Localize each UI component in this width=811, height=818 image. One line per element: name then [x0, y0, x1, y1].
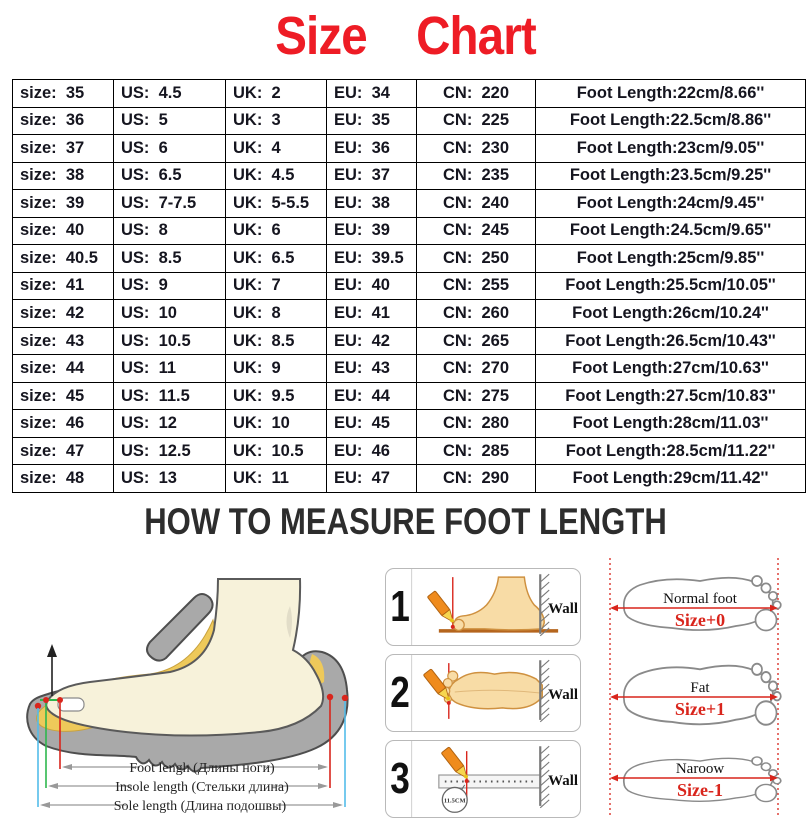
step-3-illustration	[415, 741, 580, 814]
foot-type-size: Size+1	[674, 699, 726, 719]
cell-us: US: 6	[114, 135, 226, 163]
cell-us: US: 12.5	[114, 437, 226, 465]
cell-uk: UK: 8.5	[226, 327, 327, 355]
cell-size: size: 46	[13, 410, 114, 438]
cell-us: US: 8.5	[114, 245, 226, 273]
cell-cn: CN: 270	[417, 355, 536, 383]
table-row	[13, 382, 806, 410]
cell-us: US: 12	[114, 410, 226, 438]
cell-size: size: 40.5	[13, 245, 114, 273]
sole-length-label: Sole length (Длина подошвы)	[113, 799, 287, 814]
cell-eu: EU: 43	[327, 355, 417, 383]
cell-uk: UK: 10.5	[226, 437, 327, 465]
cell-us: US: 4.5	[114, 80, 226, 108]
wall-label: Wall	[548, 600, 578, 617]
page-title: Size Chart	[275, 6, 536, 66]
cell-uk: UK: 4	[226, 135, 327, 163]
cell-foot_length: Foot Length:22.5cm/8.86''	[536, 107, 806, 135]
wall-label: Wall	[548, 772, 578, 789]
cell-cn: CN: 220	[417, 80, 536, 108]
measure-heading: HOW TO MEASURE FOOT LENGTH	[144, 501, 667, 542]
mark-dot	[465, 779, 469, 783]
cell-us: US: 9	[114, 272, 226, 300]
cell-eu: EU: 39.5	[327, 245, 417, 273]
cell-size: size: 47	[13, 437, 114, 465]
cell-uk: UK: 3	[226, 107, 327, 135]
measure-steps	[385, 568, 581, 818]
cell-uk: UK: 6.5	[226, 245, 327, 273]
cell-cn: CN: 245	[417, 217, 536, 245]
cell-cn: CN: 285	[417, 437, 536, 465]
table-row	[13, 327, 806, 355]
table-row	[13, 355, 806, 383]
cell-eu: EU: 44	[327, 382, 417, 410]
cell-size: size: 42	[13, 300, 114, 328]
cell-eu: EU: 38	[327, 190, 417, 218]
cell-foot_length: Foot Length:26cm/10.24''	[536, 300, 806, 328]
foot-side-shape	[455, 577, 544, 630]
table-row	[13, 162, 806, 190]
cell-us: US: 5	[114, 107, 226, 135]
cell-us: US: 11.5	[114, 382, 226, 410]
cell-cn: CN: 240	[417, 190, 536, 218]
mark-dot	[447, 701, 451, 705]
cell-size: size: 48	[13, 465, 114, 493]
cell-eu: EU: 47	[327, 465, 417, 493]
measure-step-3	[385, 740, 581, 818]
foot-type-name: Fat	[690, 680, 710, 696]
cell-eu: EU: 40	[327, 272, 417, 300]
measure-step-1	[385, 568, 581, 646]
cell-cn: CN: 265	[417, 327, 536, 355]
cell-size: size: 37	[13, 135, 114, 163]
cell-cn: CN: 260	[417, 300, 536, 328]
step-1-illustration	[415, 569, 580, 642]
measure-step-2	[385, 654, 581, 732]
mark-dot	[451, 625, 455, 629]
table-row	[13, 300, 806, 328]
cell-uk: UK: 10	[226, 410, 327, 438]
table-row	[13, 465, 806, 493]
cell-size: size: 44	[13, 355, 114, 383]
table-row	[13, 437, 806, 465]
cell-us: US: 13	[114, 465, 226, 493]
cell-eu: EU: 42	[327, 327, 417, 355]
measure-illustrations	[0, 556, 811, 818]
shoe-cutaway-illustration	[0, 558, 380, 818]
cell-cn: CN: 230	[417, 135, 536, 163]
cell-us: US: 6.5	[114, 162, 226, 190]
step-number: 3	[389, 741, 412, 817]
cell-eu: EU: 36	[327, 135, 417, 163]
cell-cn: CN: 235	[417, 162, 536, 190]
cell-foot_length: Foot Length:23cm/9.05''	[536, 135, 806, 163]
foot-type-size: Size+0	[674, 610, 726, 630]
cell-cn: CN: 280	[417, 410, 536, 438]
cell-eu: EU: 46	[327, 437, 417, 465]
table-row	[13, 217, 806, 245]
cell-us: US: 8	[114, 217, 226, 245]
table-row	[13, 107, 806, 135]
cell-uk: UK: 8	[226, 300, 327, 328]
cell-uk: UK: 6	[226, 217, 327, 245]
step-number: 1	[389, 569, 412, 645]
cell-uk: UK: 4.5	[226, 162, 327, 190]
cell-foot_length: Foot Length:28cm/11.03''	[536, 410, 806, 438]
cell-size: size: 43	[13, 327, 114, 355]
cell-foot_length: Foot Length:27.5cm/10.83''	[536, 382, 806, 410]
cell-size: size: 36	[13, 107, 114, 135]
ruler	[439, 775, 540, 788]
cell-size: size: 35	[13, 80, 114, 108]
table-row	[13, 80, 806, 108]
foot-leg-shape	[46, 579, 323, 736]
cell-cn: CN: 255	[417, 272, 536, 300]
table-row	[13, 190, 806, 218]
cell-foot_length: Foot Length:25cm/9.85''	[536, 245, 806, 273]
cell-uk: UK: 7	[226, 272, 327, 300]
cell-eu: EU: 34	[327, 80, 417, 108]
cell-size: size: 38	[13, 162, 114, 190]
cell-eu: EU: 45	[327, 410, 417, 438]
cell-us: US: 10	[114, 300, 226, 328]
cell-uk: UK: 5-5.5	[226, 190, 327, 218]
cell-cn: CN: 225	[417, 107, 536, 135]
insole-length-label: Insole length (Стельки длина)	[115, 780, 289, 795]
wall-label: Wall	[548, 686, 578, 703]
cell-cn: CN: 290	[417, 465, 536, 493]
cell-eu: EU: 37	[327, 162, 417, 190]
cell-foot_length: Foot Length:26.5cm/10.43''	[536, 327, 806, 355]
cell-size: size: 40	[13, 217, 114, 245]
cell-uk: UK: 11	[226, 465, 327, 493]
cell-foot_length: Foot Length:29cm/11.42''	[536, 465, 806, 493]
cell-size: size: 39	[13, 190, 114, 218]
table-row	[13, 410, 806, 438]
cell-foot_length: Foot Length:24cm/9.45''	[536, 190, 806, 218]
foot-types-illustration	[602, 556, 811, 818]
cell-us: US: 10.5	[114, 327, 226, 355]
big-toe	[453, 619, 464, 630]
shoe-measurement-diagram	[0, 558, 380, 818]
table-row	[13, 245, 806, 273]
toe-arrow-head	[47, 644, 57, 657]
cell-foot_length: Foot Length:25.5cm/10.05''	[536, 272, 806, 300]
cell-foot_length: Foot Length:27cm/10.63''	[536, 355, 806, 383]
cell-uk: UK: 9	[226, 355, 327, 383]
cell-cn: CN: 275	[417, 382, 536, 410]
table-row	[13, 135, 806, 163]
cell-foot_length: Foot Length:23.5cm/9.25''	[536, 162, 806, 190]
cell-foot_length: Foot Length:24.5cm/9.65''	[536, 217, 806, 245]
cell-size: size: 41	[13, 272, 114, 300]
cell-eu: EU: 35	[327, 107, 417, 135]
foot-length-label: Foot lengh (Длины ноги)	[129, 761, 275, 776]
table-row	[13, 272, 806, 300]
foot-type-name: Normal foot	[663, 591, 737, 607]
cell-us: US: 7-7.5	[114, 190, 226, 218]
cell-eu: EU: 39	[327, 217, 417, 245]
foot-type-name: Naroow	[675, 761, 725, 777]
cell-cn: CN: 250	[417, 245, 536, 273]
step-number: 2	[389, 655, 412, 731]
foot-types	[602, 556, 811, 818]
cell-uk: UK: 9.5	[226, 382, 327, 410]
cell-foot_length: Foot Length:22cm/8.66''	[536, 80, 806, 108]
step-2-illustration	[415, 655, 580, 728]
foot-type-size: Size-1	[677, 780, 723, 800]
cell-eu: EU: 41	[327, 300, 417, 328]
size-table	[12, 79, 806, 493]
cell-size: size: 45	[13, 382, 114, 410]
cell-us: US: 11	[114, 355, 226, 383]
cell-uk: UK: 2	[226, 80, 327, 108]
cell-foot_length: Foot Length:28.5cm/11.22''	[536, 437, 806, 465]
measurement-value: 11.5CM	[443, 797, 466, 805]
